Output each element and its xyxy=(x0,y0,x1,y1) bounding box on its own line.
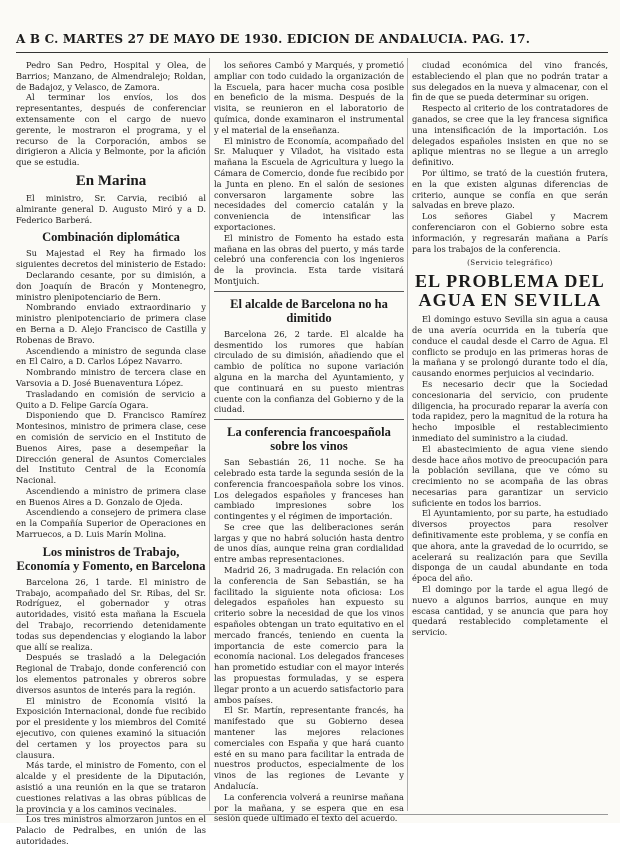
paragraph: El ministro de Fomento ha estado esta mañana en las obras del puerto, y más tarde celebró una conferencia con los ingenieros de la provincia. Esta tarde visitará Montjuich. xyxy=(214,232,404,286)
headline-conferencia-vinos: La conferencia francoespañola sobre los vinos xyxy=(227,425,391,454)
paragraph: Barcelona 26, 1 tarde. El ministro de Trabajo, acompañado del Sr. Ribas, del Sr. Rodríguez, el gobernador y otras autoridades, visitó esta mañana la Escuela del Trabajo, recorriendo detenidamente todas sus dependencias y elogiando la labor que allí se realiza. xyxy=(16,576,206,652)
column-left xyxy=(16,60,206,846)
headline-problema-agua-sevilla: EL PROBLEMA DEL AGUA EN SEVILLA xyxy=(414,271,606,311)
column-middle xyxy=(214,60,405,824)
paragraph: los señores Cambó y Marqués, y prometió ampliar con todo cuidado la organización de la Escuela, para hacer mucha cosa posible en beneficio de la misma. Después de la visita, se reunieron en el laboratorio de química, donde examinaron el instrumental y el material de la enseñanza. xyxy=(214,60,404,135)
paragraph: Respecto al criterio de los contratadores de ganados, se cree que la ley francesa significa una intensificación de la importación. Los delegados españoles insisten en que no se aplique mientras no se llegue a un arreglo definitivo. xyxy=(412,103,608,168)
paragraph: Por último, se trató de la cuestión frutera, en la que existen algunas diferencias de criterio, aunque se confía en que serán salvadas en breve plazo. xyxy=(412,167,608,211)
column-right xyxy=(412,60,608,816)
paragraph: ciudad económica del vino francés, estableciendo el plan que no podrán tratar a sus delegados en la nueva y almacenar, con el fin de que se pueda determinar su origen. xyxy=(412,60,608,103)
paragraph: Nombrando enviado extraordinario y ministro plenipotenciario de primera clase en Berna a D. Alejo Francisco de Castilla y Robenas de Bravo. xyxy=(16,302,206,345)
headline-ministros-barcelona: Los ministros de Trabajo, Economía y Fomento, en Barcelona xyxy=(16,544,206,573)
masthead-rule xyxy=(16,52,608,53)
headline-combinacion-diplomatica: Combinación diplomática xyxy=(42,230,180,245)
paragraph: La conferencia volverá a reunirse mañana por la mañana, y se espera que en esa sesión quede ultimado el texto del acuerdo. xyxy=(214,791,404,824)
paragraph: El ministro, Sr. Carvia, recibió al almirante general D. Augusto Miró y a D. Federico Barberá. xyxy=(16,192,206,225)
column-divider xyxy=(407,58,408,811)
paragraph: Los señores Giabel y Macrem conferenciaron con el Gobierno sobre esta información, y regresarán mañana a París para los trabajos de la conferencia. xyxy=(412,211,608,254)
paragraph: Trasladando en comisión de servicio a Quito a D. Felipe García Ogara. xyxy=(16,388,206,410)
paragraph: El domingo por la tarde el agua llegó de nuevo a algunos barrios, aunque en muy escasa cantidad, y se anuncia que para hoy quedará restablecido completamente el servicio. xyxy=(412,584,608,638)
column-divider xyxy=(209,58,210,811)
headline-marina: En Marina xyxy=(75,172,147,189)
kicker: (Servicio telegráfico) xyxy=(467,259,553,268)
paragraph: Se cree que las deliberaciones serán largas y que no habrá solución hasta dentro de unos días, aunque reina gran cordialidad entre ambas representaciones. xyxy=(214,521,404,565)
paragraph: El Sr. Martín, representante francés, ha manifestado que su Gobierno desea mantener las mejores relaciones comerciales con España y que hará cuanto esté en su mano para facilitar la entrada de nuestros productos, especialmente de los vinos de las regiones de Levante y Andalucía. xyxy=(214,705,404,792)
paragraph: Disponiendo que D. Francisco Ramírez Montesinos, ministro de primera clase, cese en comisión de servicio en el Instituto de Buenos Aires, pase a desempeñar la Dirección general de Asuntos Comerciales del Instituto Central de la Economía Nacional. xyxy=(16,410,206,486)
paragraph: Declarando cesante, por su dimisión, a don Joaquín de Bracón y Montenegro, ministro plenipotenciario de Bern. xyxy=(16,269,206,302)
paragraph: San Sebastián 26, 11 noche. Se ha celebrado esta tarde la segunda sesión de la conferencia francoespañola sobre los vinos. Los delegados españoles y franceses han cambiado impresiones sobre los contingentes y el régimen de importación. xyxy=(214,457,404,522)
paragraph: Ascendiendo a ministro de segunda clase en El Cairo, a D. Carlos López Navarro. xyxy=(16,345,206,367)
paragraph: El abastecimiento de agua viene siendo desde hace años motivo de preocupación para la población sevillana, que ve cómo su crecimiento no se acompaña de las obras necesarias para garantizar un servicio suficiente en todos los barrios. xyxy=(412,443,608,508)
paragraph: Barcelona 26, 2 tarde. El alcalde ha desmentido los rumores que habían circulado de su dimisión, añadiendo que el cambio de política no supone variación alguna en la marcha del Ayuntamiento, y que continuará en su puesto mientras cuente con la confianza del Gobierno y de la ciudad. xyxy=(214,328,404,415)
paragraph: Pedro San Pedro, Hospital y Olea, de Barrios; Manzano, de Almendralejo; Roldan, de Badajoz, y Velasco, de Zamora. xyxy=(16,60,206,92)
paragraph: Más tarde, el ministro de Fomento, con el alcalde y el presidente de la Diputación, asistió a una reunión en la que se trataron cuestiones relativas a las obras públicas de la provincia y a los caminos vecinales. xyxy=(16,760,206,814)
section-rule xyxy=(214,419,404,420)
paragraph: El ministro de Economía, acompañado del Sr. Maluquer y Viladot, ha visitado esta mañana la Escuela de Agricultura y luego la Cámara de Comercio, donde fue recibido por la Junta en pleno. En el salón de sesiones conversaron largamente sobre las necesidades del comercio catalán y la conveniencia de intensificar las exportaciones. xyxy=(214,135,405,232)
paragraph: El domingo estuvo Sevilla sin agua a causa de una avería ocurrida en la tubería que conduce el caudal desde el Carro de Agua. El conflicto se produjo en las primeras horas de la mañana y se prolongó durante todo el día, causando enormes perjuicios al vecindario. xyxy=(412,314,608,379)
paragraph: Madrid 26, 3 madrugada. En relación con la conferencia de San Sebastián, se ha facilitado la siguiente nota oficiosa: Los delegados españoles han expuesto su criterio sobre la necesidad de que los vinos españoles obtengan un trato equitativo en el mercado francés, teniendo en cuenta la importancia de este comercio para la economía nacional. Los delegados franceses han prometido estudiar con el mayor interés las propuestas formuladas, y se espera llegar pronto a un acuerdo satisfactorio para ambos países. xyxy=(214,565,404,705)
paragraph: Ascendiendo a consejero de primera clase en la Compañía Superior de Operaciones en Marruecos, a D. Luis Marín Molina. xyxy=(16,507,206,540)
paragraph: Es necesario decir que la Sociedad concesionaria del servicio, con prudente diligencia, ha procurado reparar la avería con toda rapidez, pero la magnitud de la rotura ha hecho imposible el restablecimiento inmediato del suministro a la ciudad. xyxy=(412,378,608,443)
bottom-rule xyxy=(16,814,608,815)
paragraph: El Ayuntamiento, por su parte, ha estudiado diversos proyectos para resolver definitivamente este problema, y se confía en que ahora, ante la gravedad de lo ocurrido, se acelerará su realización para que Sevilla disponga de un caudal abundante en toda época del año. xyxy=(412,508,608,584)
section-rule xyxy=(214,291,404,292)
paragraph: Ascendiendo a ministro de primera clase en Buenos Aires a D. Gonzalo de Ojeda. xyxy=(16,485,206,507)
paragraph: Al terminar los envíos, los dos representantes, después de conferenciar extensamente con el cargo de nuevo gerente, le mostraron el programa, y el recurso de la Corporación, ambos se dirigieron a Alicia y Belmonte, por la afición que se estudia. xyxy=(16,92,206,168)
masthead: A B C. MARTES 27 DE MAYO DE 1930. EDICION DE ANDALUCIA. PAG. 17. xyxy=(16,32,531,46)
paragraph: Después se trasladó a la Delegación Regional de Trabajo, donde conferenció con los elementos patronales y obreros sobre diversos asuntos de interés para la región. xyxy=(16,652,206,695)
paragraph: El ministro de Economía visitó la Exposición Internacional, donde fue recibido por el presidente y los miembros del Comité ejecutivo, con quienes examinó la situación del certamen y los proyectos para su clausura. xyxy=(16,695,206,760)
paragraph: Nombrando ministro de tercera clase en Varsovia a D. José Buenaventura López. xyxy=(16,367,206,388)
paragraph: Su Majestad el Rey ha firmado los siguientes decretos del ministerio de Estado: xyxy=(16,248,206,270)
paragraph: Los tres ministros almorzaron juntos en el Palacio de Pedralbes, en unión de las autoridades. xyxy=(16,814,206,846)
headline-alcalde-barcelona: El alcalde de Barcelona no ha dimitido xyxy=(230,296,388,325)
